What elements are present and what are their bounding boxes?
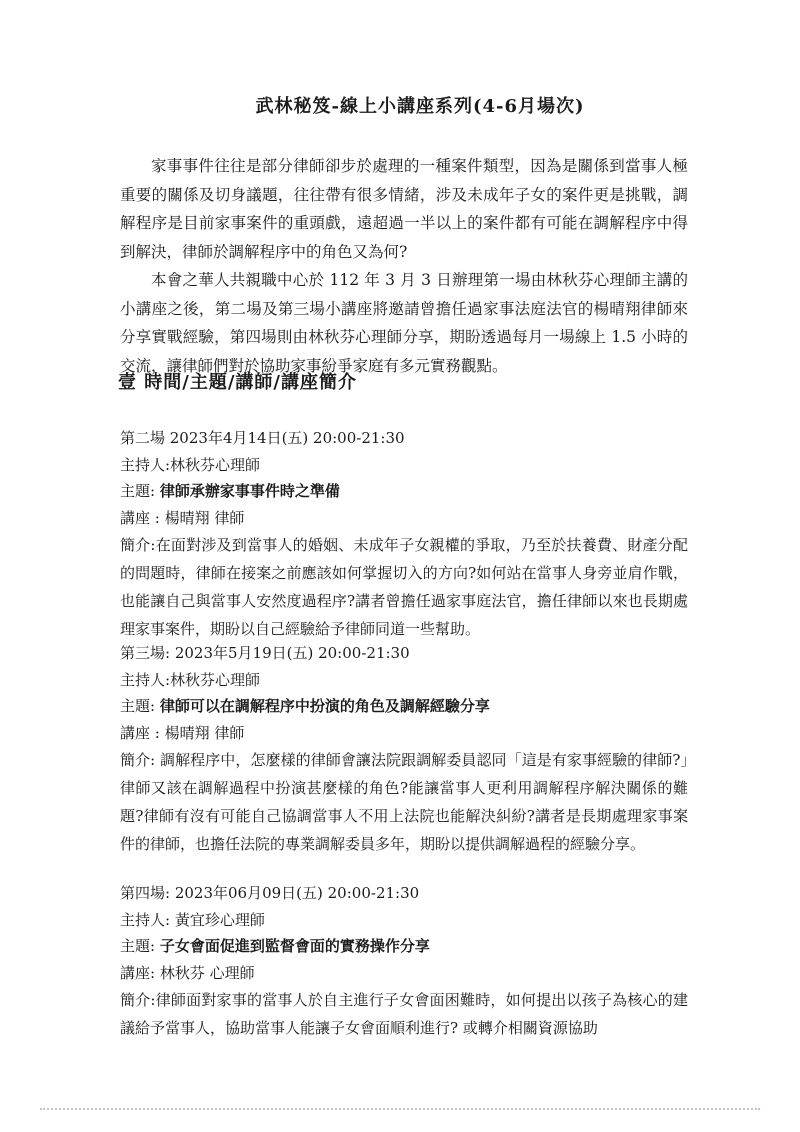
page-bottom-edge: [40, 1108, 760, 1110]
session-speaker: 講座: 林秋芬 心理師: [120, 963, 255, 982]
session-description: 簡介:在面對涉及到當事人的婚姻、未成年子女親權的爭取，乃至於扶養費、財產分配的問題時，律師在接案之前應該如何掌握切入的方向?如何站在當事人身旁並肩作戰，也能讓自己與當事人安然度過程序?講者曾擔任過家事庭法官，擔任律師以來也長期處理家事案件，期盼以自己經驗給予律師同道一些幫助。: [120, 536, 688, 638]
intro-text: [120, 152, 688, 380]
session-topic-row: [120, 693, 688, 720]
session-host: 主持人:林秋芬心理師: [120, 670, 261, 689]
intro-paragraph: 家事事件往往是部分律師卻步於處理的一種案件類型，因為是關係到當事人極重要的關係及切身議題，往往帶有很多情緒，涉及未成年子女的案件更是挑戰，調解程序是目前家事案件的重頭戲，遠超過一半以上的案件都有可能在調解程序中得到解決，律師於調解程序中的角色又為何?: [120, 157, 688, 261]
session-topic: 律師承辦家事事件時之準備: [159, 482, 340, 500]
session-topic: 律師可以在調解程序中扮演的角色及調解經驗分享: [159, 697, 490, 715]
document-title: 武林秘笈-線上小講座系列(4-6月場次): [255, 96, 585, 117]
session-host: 主持人: 黃宜珍心理師: [120, 910, 265, 929]
session-description: 簡介: 調解程序中，怎麼樣的律師會讓法院跟調解委員認同「這是有家事經驗的律師?」律師又該在調解過程中扮演甚麼樣的角色?能讓當事人更利用調解程序解決關係的難題?律師有沒有可能自己協調當事人不用上法院也能解決糾紛?講者是長期處理家事案件的律師，也擔任法院的專業調解委員多年，期盼以提供調解過程的經驗分享。: [120, 751, 688, 853]
topic-label: 主題:: [120, 697, 156, 715]
session-speaker: 講座 : 楊晴翔 律師: [120, 723, 245, 742]
session-description: 簡介:律師面對家事的當事人於自主進行子女會面困難時，如何提出以孩子為核心的建議給予當事人，協助當事人能讓子女會面順利進行? 或轉介相關資源協助: [120, 991, 688, 1037]
session-speaker: 講座 : 楊晴翔 律師: [120, 508, 245, 527]
section-heading: 壹 時間/主題/講師/講座簡介: [118, 372, 357, 393]
session-datetime: 第三場: 2023年5月19日(五) 20:00-21:30: [120, 644, 410, 662]
topic-label: 主題:: [120, 482, 156, 500]
session-topic: 子女會面促進到監督會面的實務操作分享: [159, 937, 430, 955]
session-datetime: 第二場 2023年4月14日(五) 20:00-21:30: [120, 429, 405, 447]
intro-paragraph: 本會之華人共親職中心於 112 年 3 月 3 日辦理第一場由林秋芬心理師主講的小講座之後，第二場及第三場小講座將邀請曾擔任過家事法庭法官的楊晴翔律師來分享實戰經驗，第四場則由林秋芬心理師分享，期盼透過每月一場線上 1.5 小時的交流，讓律師們對於協助家事紛爭家庭有多元實務觀點。: [120, 271, 688, 375]
session-datetime: 第四場: 2023年06月09日(五) 20:00-21:30: [120, 884, 420, 902]
topic-label: 主題:: [120, 937, 156, 955]
session-host: 主持人:林秋芬心理師: [120, 455, 261, 474]
session-block: [120, 880, 688, 1042]
session-topic-row: [120, 933, 688, 960]
session-topic-row: [120, 478, 688, 505]
session-block: [120, 640, 688, 858]
session-block: [120, 425, 688, 643]
